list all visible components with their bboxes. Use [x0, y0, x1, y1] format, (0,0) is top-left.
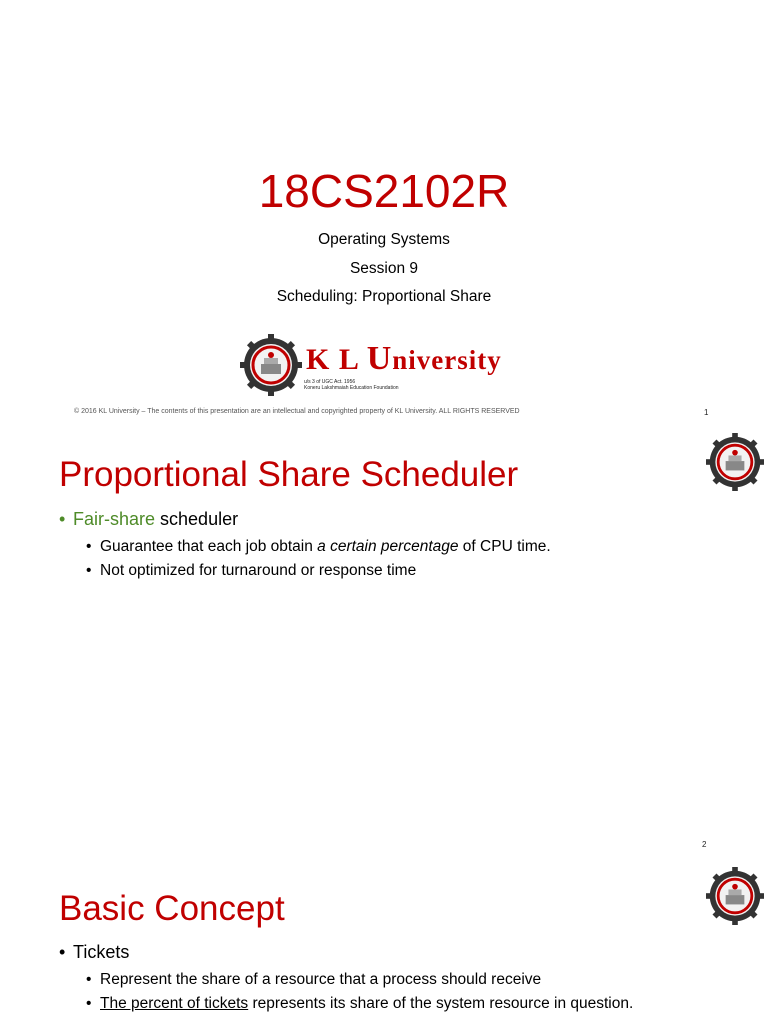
- bullet-text: scheduler: [155, 509, 239, 529]
- logo-wordmark: [306, 340, 502, 378]
- logo-letter-k: K: [306, 343, 331, 376]
- kl-university-logo: [240, 334, 540, 398]
- sub-bullet-text: Represent the share of a resource that a process should receive: [100, 971, 542, 988]
- bullet-item: • Tickets: [59, 942, 130, 962]
- sub-bullet-item: • Not optimized for turnaround or response time: [86, 562, 417, 579]
- kl-seal-icon: [706, 433, 764, 491]
- logo-word-rest: niversity: [392, 345, 502, 375]
- kl-seal-icon: [706, 867, 764, 925]
- highlight-term: Fair-share: [73, 509, 156, 529]
- sub-bullet-text: Guarantee that each job obtain: [100, 538, 318, 555]
- logo-letter-u: U: [366, 340, 393, 377]
- sub-bullet-text-end: represents its share of the system resource in question.: [248, 995, 634, 1012]
- logo-subline-2: Koneru Lakshmaiah Education Foundation: [304, 385, 399, 391]
- underlined-text: The percent of tickets: [100, 995, 249, 1012]
- sub-bullet-item: • Guarantee that each job obtain a certain percentage of CPU time.: [86, 538, 551, 555]
- page-number: 2: [702, 840, 707, 849]
- sub-bullet-item: • The percent of tickets represents its share of the system resource in question.: [86, 995, 634, 1012]
- subtitle-topic: Scheduling: Proportional Share: [276, 288, 492, 305]
- bullet-item: • Fair-share scheduler: [59, 509, 239, 529]
- bullet-text: Tickets: [73, 942, 130, 962]
- emphasis-text: a certain percentage: [317, 538, 459, 555]
- sub-bullet-text: Not optimized for turnaround or response time: [100, 562, 417, 579]
- sub-bullet-text-end: of CPU time.: [458, 538, 551, 555]
- page-number: 1: [704, 408, 709, 417]
- course-code-title: 18CS2102R: [258, 165, 510, 217]
- slide-title: Basic Concept: [59, 889, 285, 928]
- subtitle-course: Operating Systems: [318, 231, 450, 248]
- sub-bullet-item: • Represent the share of a resource that a process should receive: [86, 971, 542, 988]
- kl-seal-icon: [240, 334, 302, 396]
- copyright-footer: © 2016 KL University – The contents of this presentation are an intellectual and copyrighted property of KL University. ALL RIGHTS RESERVED: [74, 408, 520, 415]
- logo-subline-1: u/s 3 of UGC Act. 1956: [304, 379, 356, 385]
- subtitle-session: Session 9: [349, 260, 419, 277]
- slide-title: Proportional Share Scheduler: [59, 455, 519, 494]
- logo-letter-l: L: [338, 343, 359, 376]
